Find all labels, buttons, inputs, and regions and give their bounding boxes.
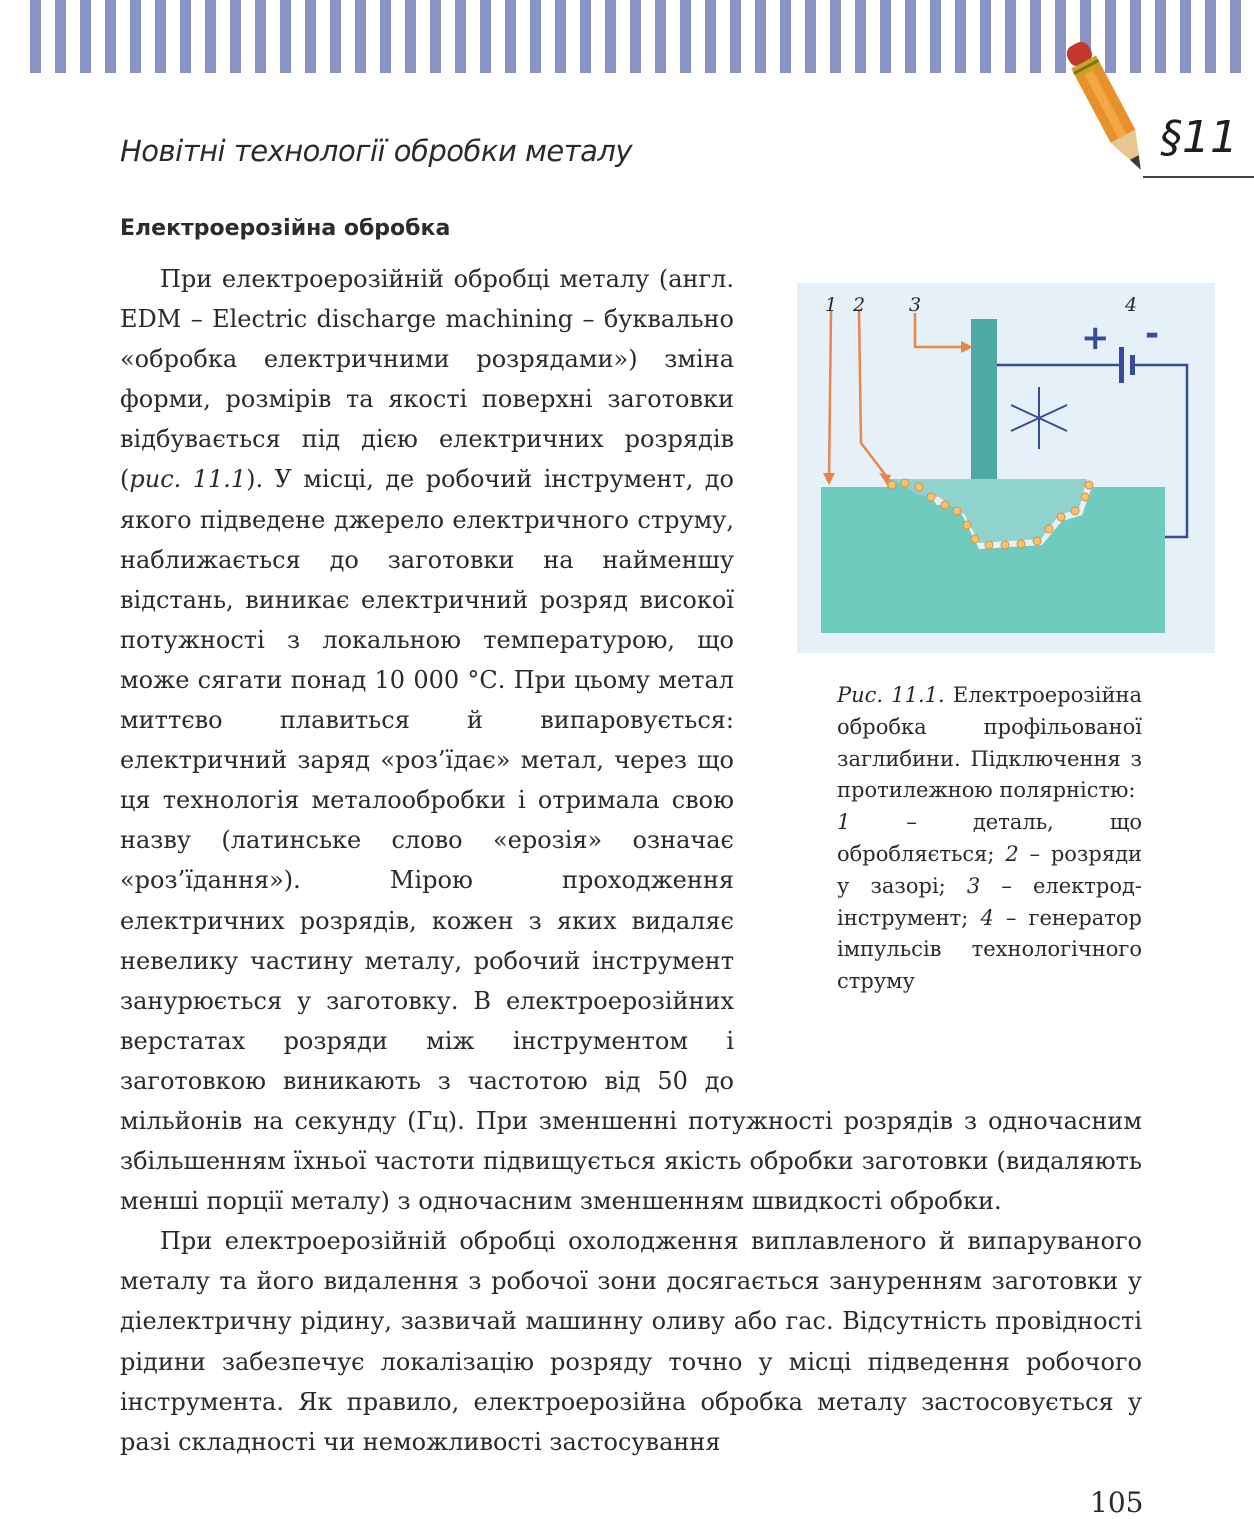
battery-negative-plate (1130, 355, 1135, 375)
legend-4-number: 4 (980, 905, 994, 930)
figure-caption (837, 680, 1142, 998)
legend-1-text: – деталь, що обробляється; (837, 810, 1142, 866)
paragraph-2: При електроерозійній обробці охолодження виплавленого й випаруваного металу та його видалення з робочої зони досягається зануренням заготовки у діелектричну рідину, зазвичай машинну оливу або гас. Відсутність провідності рідини забезпечує локалізацію розряду точно у місці підведення робочого інструмента. Як правило, електроерозійна обробка металу застосовується у разі складності чи неможливості застосування (120, 1227, 1142, 1456)
paragraph-1-part-b: ). У місці, де робочий інструмент, до якого підведене джерело електричного струму, наближається до заготовки на найменшу відстань, виникає електричний розряд високої потужності з локальною температурою, що може сягати понад 10 000 °С. При цьому метал миттєво плавиться й випаровується: електричний заряд «роз’їдає» метал, через що ця технологія металообробки і отримала свою назву (латинське слово «ерозія» означає «роз’їдання»). Мірою проходження електричних розрядів, кожен з яких видаляє невелику частину металу, робочий інструмент занурюється у заготовку. В електроерозійних верстатах розряди між інструментом і заготовкою виникають з частотою від 50 до мільйонів на секунду (Гц). При зменшенні потужності розрядів з одночасним збільшенням їхньої частоти підвищується якість обробки заготовки (видаляють менші порції металу) з одночасним зменшенням швидкості обробки. (120, 465, 1142, 1216)
battery-positive-plate (1119, 347, 1124, 383)
chapter-title: Новітні технології обробки металу (120, 134, 633, 168)
edm-diagram (797, 283, 1215, 653)
label-3: 3 (909, 294, 922, 316)
legend-2-text: – розряди у зазорі; (837, 841, 1142, 898)
section-rule (1143, 176, 1254, 178)
legend-3-number: 3 (966, 873, 981, 898)
legend-3-text: – електрод-інструмент; (837, 873, 1143, 930)
caption-text: Електроерозійна обробка профільованої заглибини. Підключення з протилежною полярністю: (837, 683, 1142, 803)
page-number: 105 (1090, 1486, 1144, 1519)
section-subheading: Електроерозійна обробка (120, 216, 451, 241)
plus-sign: + (1081, 318, 1110, 358)
minus-sign: - (1145, 314, 1160, 354)
legend-1-number: 1 (837, 810, 851, 835)
paragraph-1-part-a: При електроерозійній обробці металу (англ. EDM – Electric discharge machining – буквально «обробка електричними розрядами») зміна форми, розмірів та якості поверхні заготовки відбувається під дією електричних розрядів ( (120, 265, 734, 494)
legend-4-text: – генератор імпульсів технологічного струму (837, 905, 1142, 994)
label-4: 4 (1125, 294, 1138, 316)
legend-2-number: 2 (1005, 841, 1019, 866)
label-1: 1 (825, 294, 838, 316)
caption-figure-ref: Рис. 11.1. (837, 683, 945, 707)
label-2: 2 (853, 294, 866, 316)
pencil-icon (1058, 28, 1158, 188)
figure-reference-link[interactable]: рис. 11.1 (129, 465, 247, 494)
electrode-rod (971, 319, 997, 479)
section-number: §11 (1160, 112, 1238, 163)
